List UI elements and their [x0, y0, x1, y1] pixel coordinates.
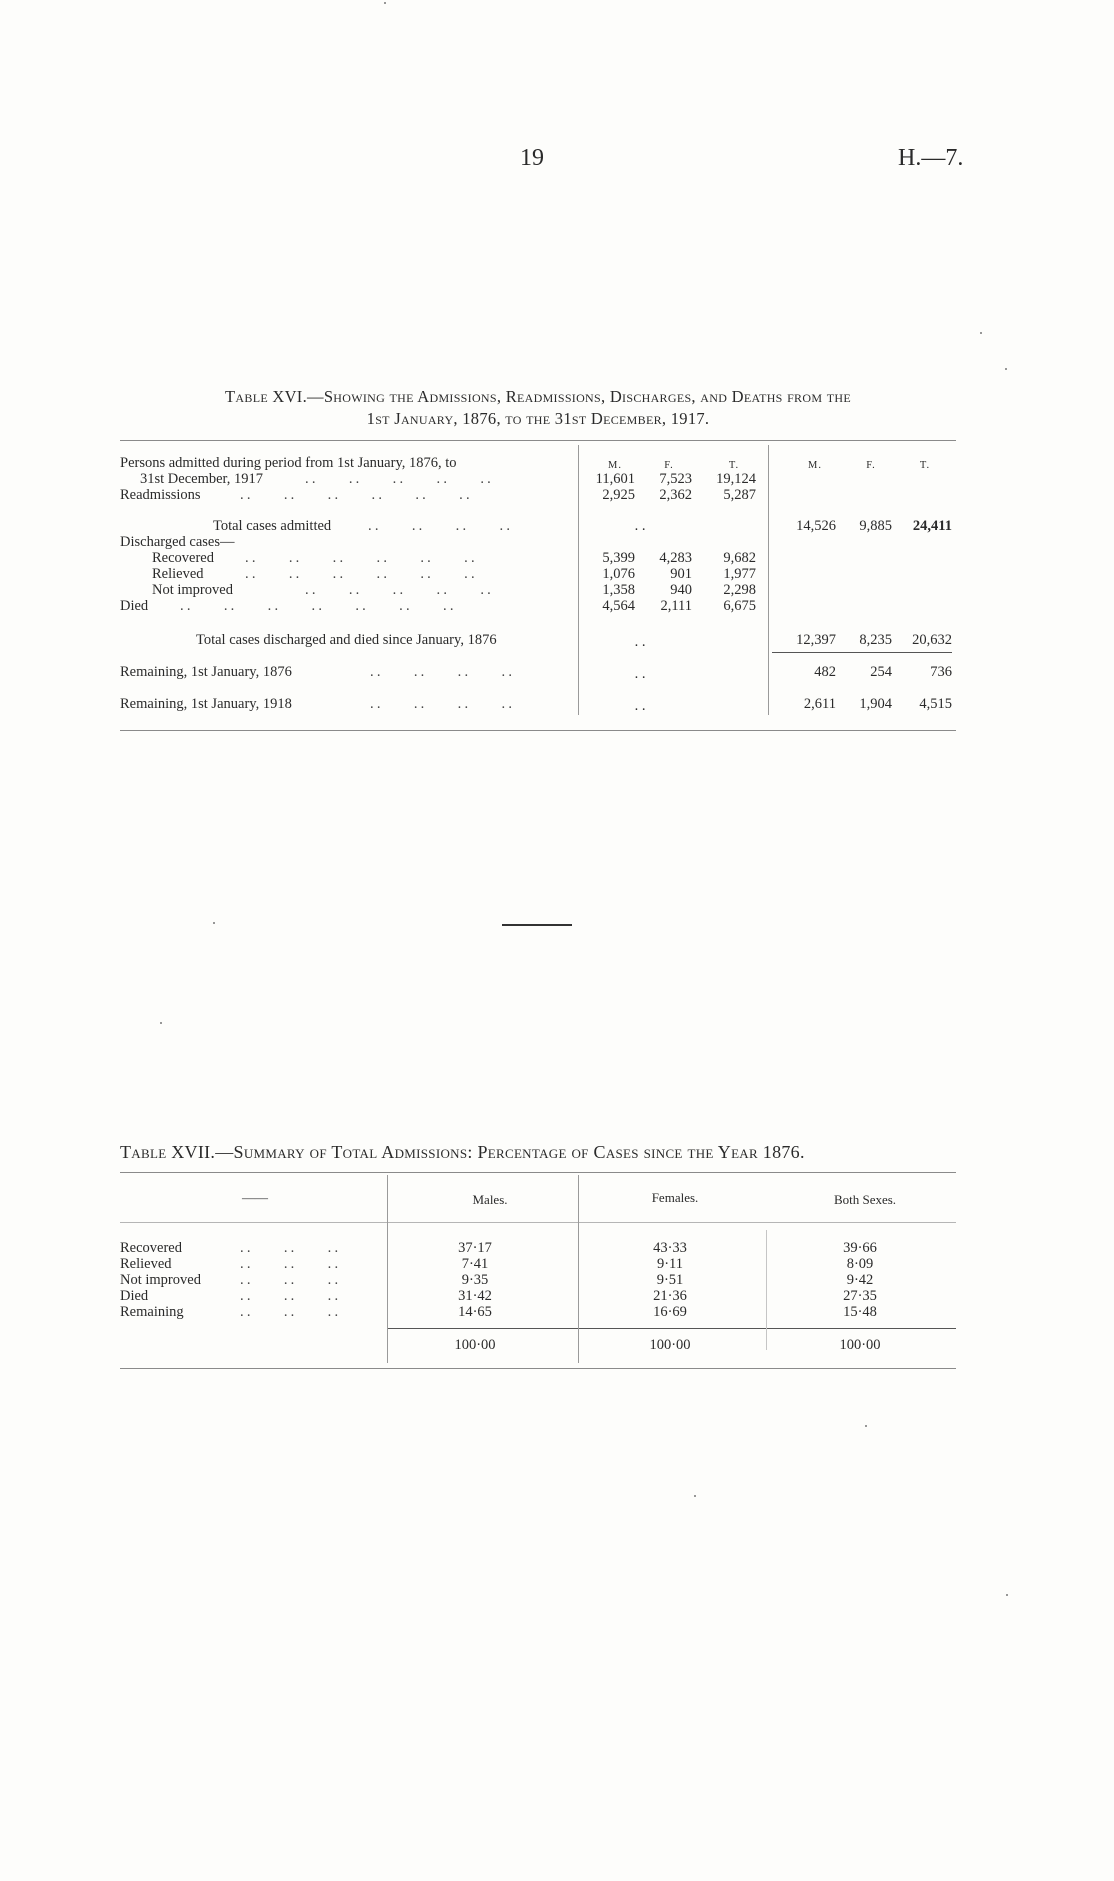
t16-total-discharged-m: 12,397 — [796, 632, 836, 648]
t16-total-discharged-label: Total cases discharged and died since January, 1876 — [196, 632, 497, 648]
t16-remaining-1918-m: 2,611 — [803, 696, 836, 712]
t16-remaining-1876-m: 482 — [814, 664, 836, 680]
t16-admitted-m: 11,601 — [595, 471, 635, 487]
t17-row-females: 9·51 — [656, 1272, 684, 1288]
t16-total-admitted-label: Total cases admitted — [213, 518, 332, 534]
table17-bottom-rule — [120, 1368, 956, 1369]
t17-header-females: Females. — [651, 1190, 699, 1205]
t17-row-males: 14·65 — [458, 1304, 492, 1320]
t17-row-females: 43·33 — [653, 1240, 687, 1256]
t16-admitted-label-1: Persons admitted during period from 1st January, 1876, to — [120, 455, 457, 471]
t17-total-males: 100·00 — [454, 1337, 496, 1353]
t16-total-discharged-dots: . . — [634, 634, 646, 650]
t16-total-discharged-t: 20,632 — [912, 632, 952, 648]
t16-recovered-m: 5,399 — [602, 550, 635, 566]
t16-header-t-2: T. — [919, 460, 931, 471]
table17-caption: Table XVII.—Summary of Total Admissions: Percentage of Cases since the Year 1876. — [120, 1142, 805, 1162]
t16-recovered-f: 4,283 — [659, 550, 692, 566]
t16-header-t-1: T. — [728, 460, 740, 471]
t16-total-admitted-m: 14,526 — [796, 518, 836, 534]
t16-readmissions-m: 2,925 — [602, 487, 635, 503]
t17-row-label: Recovered — [120, 1240, 182, 1256]
t16-total-discharged-f: 8,235 — [859, 632, 892, 648]
t16-died-m: 4,564 — [602, 598, 635, 614]
t16-remaining-1876-f: 254 — [870, 664, 892, 680]
t16-remaining-1918-f: 1,904 — [859, 696, 892, 712]
t17-total-both: 100·00 — [839, 1337, 881, 1353]
t16-remaining-1918-label: Remaining, 1st January, 1918 — [120, 696, 292, 712]
t16-total-admitted-t: 24,411 — [912, 518, 952, 534]
t17-total-females: 100·00 — [649, 1337, 691, 1353]
t16-readmissions-t: 5,287 — [723, 487, 756, 503]
t17-row-males: 7·41 — [461, 1256, 489, 1272]
t16-header-f-2: F. — [866, 460, 876, 471]
t16-remaining-1918-dots: . . — [634, 698, 646, 714]
t16-total-admitted-dots: . . — [634, 518, 646, 534]
t16-recovered-label: Recovered — [152, 550, 214, 566]
t17-row-both: 27·35 — [843, 1288, 877, 1304]
t17-row-both: 9·42 — [846, 1272, 874, 1288]
t16-relieved-f: 901 — [670, 566, 692, 582]
t16-died-f: 2,111 — [660, 598, 692, 614]
table16-bottom-rule — [120, 730, 956, 731]
t16-recovered-t: 9,682 — [723, 550, 756, 566]
t16-admitted-f: 7,523 — [659, 471, 692, 487]
t17-row-label: Not improved — [120, 1272, 201, 1288]
table16-caption-line1: Table XVI.—Showing the Admissions, Readmissions, Discharges, and Deaths from the — [225, 387, 851, 406]
t17-row-females: 21·36 — [653, 1288, 687, 1304]
t16-not-improved-label: Not improved — [152, 582, 233, 598]
table17-col-divider-2 — [578, 1175, 579, 1363]
t17-row-label: Remaining — [120, 1304, 184, 1320]
t17-header-males: Males. — [472, 1192, 508, 1207]
t16-relieved-m: 1,076 — [602, 566, 635, 582]
table16-col-divider-1 — [578, 445, 579, 715]
t16-readmissions-label: Readmissions — [120, 487, 201, 503]
t17-row-label: Relieved — [120, 1256, 172, 1272]
t16-header-f-1: F. — [664, 460, 674, 471]
t16-remaining-1918-t: 4,515 — [919, 696, 952, 712]
page-number: 19 — [520, 145, 544, 171]
table16-col-divider-2 — [768, 445, 769, 715]
document-code: H.—7. — [898, 145, 964, 171]
t16-not-improved-m: 1,358 — [602, 582, 635, 598]
t16-remaining-1876-dots: . . — [634, 666, 646, 682]
t17-header-both: Both Sexes. — [833, 1192, 897, 1207]
t17-header-blank: —— — [242, 1190, 268, 1205]
table16-top-rule — [120, 440, 956, 441]
t17-row-both: 39·66 — [843, 1240, 877, 1256]
t16-relieved-label: Relieved — [152, 566, 204, 582]
table16-caption-line2: 1st January, 1876, to the 31st December, 1917. — [366, 409, 710, 428]
t17-row-males: 31·42 — [458, 1288, 492, 1304]
t16-not-improved-t: 2,298 — [723, 582, 756, 598]
t16-admitted-t: 19,124 — [716, 471, 756, 487]
t16-admitted-label-2: 31st December, 1917 — [140, 471, 264, 487]
t17-row-females: 16·69 — [653, 1304, 687, 1320]
t17-row-males: 37·17 — [458, 1240, 492, 1256]
t16-relieved-t: 1,977 — [723, 566, 756, 582]
t16-readmissions-f: 2,362 — [659, 487, 692, 503]
t16-not-improved-f: 940 — [670, 582, 692, 598]
t16-died-label: Died — [120, 598, 149, 614]
t16-header-m-1: M. — [608, 460, 622, 471]
t16-total-admitted-f: 9,885 — [859, 518, 892, 534]
t17-row-label: Died — [120, 1288, 149, 1304]
t16-remaining-1876-label: Remaining, 1st January, 1876 — [120, 664, 292, 680]
t16-remaining-1876-t: 736 — [930, 664, 952, 680]
t16-died-t: 6,675 — [723, 598, 756, 614]
t16-header-m-2: M. — [808, 460, 822, 471]
t17-row-both: 8·09 — [846, 1256, 874, 1272]
table16-total-rule — [772, 652, 952, 653]
table17-top-rule — [120, 1172, 956, 1173]
table17-total-rule — [388, 1328, 956, 1329]
table17-col-divider-3 — [766, 1230, 767, 1350]
t17-row-males: 9·35 — [461, 1272, 489, 1288]
t16-discharged-label: Discharged cases— — [120, 534, 235, 550]
section-separator — [502, 924, 572, 926]
table17-header-rule — [120, 1222, 956, 1223]
t17-row-both: 15·48 — [843, 1304, 877, 1320]
t17-row-females: 9·11 — [656, 1256, 684, 1272]
table17-col-divider-1 — [387, 1175, 388, 1363]
